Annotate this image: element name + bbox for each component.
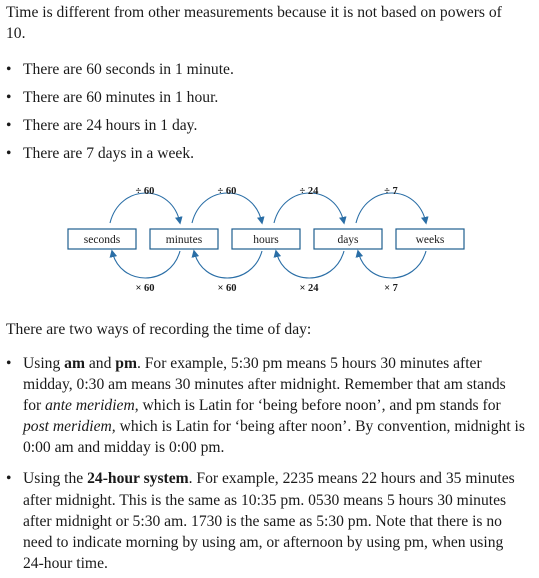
divide-label: ÷ 24 [299,186,319,197]
list-item [6,59,234,87]
unit-box-minutes [150,229,218,249]
list-item-24-hour [6,468,526,573]
unit-label: hours [253,234,279,246]
time-recording-list [6,353,526,574]
unit-box-hours [232,229,300,249]
pm-term: pm [115,355,137,372]
bullet-icon: • [6,145,12,162]
text-run: . For example, 5:30 pm means 5 hours 30 minutes after midday, 0:30 am means 30 minutes after midnight. Remember that am stands for [23,355,506,415]
list-item [6,115,234,143]
unit-label: weeks [415,234,445,246]
ante-meridiem-term: ante meridiem [45,397,135,415]
post-meridiem-term: post meridiem, [23,418,116,436]
multiply-arrow [276,251,344,278]
text-run: . For example, 2235 means 22 hours and 35 minutes after midnight. This is the same as 10:35 pm. 0530 means 5 hours 30 minutes after midnight or 5:30 am. 1730 is the same as 5:30 pm. Note that there is no need to indicate morning by using am, or afternoon by using pm, when using 24-hour time. [23,470,515,572]
divide-label: ÷ 7 [384,186,398,197]
unit-box-seconds [68,229,136,249]
unit-box-days [314,229,382,249]
divide-arrow [274,193,344,223]
list-item-ampm [6,353,526,458]
multiply-arrow [358,251,426,278]
text-run: , which is Latin for ‘being before noon’, and pm stands for [134,397,501,415]
unit-label: minutes [165,234,203,246]
multiply-arrow [112,251,180,278]
bullet-icon: • [6,355,12,372]
intro-paragraph: Time is different from other measurements because it is not based on powers of 10. [6,4,502,42]
multiply-label: × 24 [299,283,319,294]
time-facts-list [6,59,234,171]
divide-label: ÷ 60 [217,186,237,197]
multiply-label: × 60 [217,283,237,294]
text-run: and [84,355,116,372]
unit-box-weeks [396,229,464,249]
bullet-icon: • [6,61,12,78]
fact-text: There are 24 hours in 1 day. [23,117,198,134]
fact-text: There are 60 seconds in 1 minute. [23,61,234,78]
fact-text: There are 60 minutes in 1 hour. [23,89,219,106]
divide-label: ÷ 60 [135,186,155,197]
text-run: Using [23,355,65,372]
multiply-label: × 7 [384,283,398,294]
fact-text: There are 7 days in a week. [23,145,195,162]
list-item [6,87,234,115]
time-conversion-diagram [60,183,480,298]
ways-intro: There are two ways of recording the time of day: [6,321,312,338]
bullet-icon: • [6,470,12,488]
multiply-label: × 60 [135,283,155,294]
unit-label: days [337,234,359,246]
am-term: am [64,355,85,372]
divide-arrow [110,193,180,223]
multiply-arrow [194,251,262,278]
bullet-icon: • [6,117,12,134]
divide-arrow [192,193,262,223]
text-run: Using the [23,470,88,488]
list-item [6,143,234,171]
divide-arrow [356,193,426,223]
text-run: which is Latin for ‘being after noon’. By convention, midnight is 0:00 am and midday is 0:00 pm. [23,418,525,457]
24-hour-system-term: 24-hour system [87,470,189,488]
bullet-icon: • [6,89,12,106]
unit-label: seconds [83,234,121,246]
